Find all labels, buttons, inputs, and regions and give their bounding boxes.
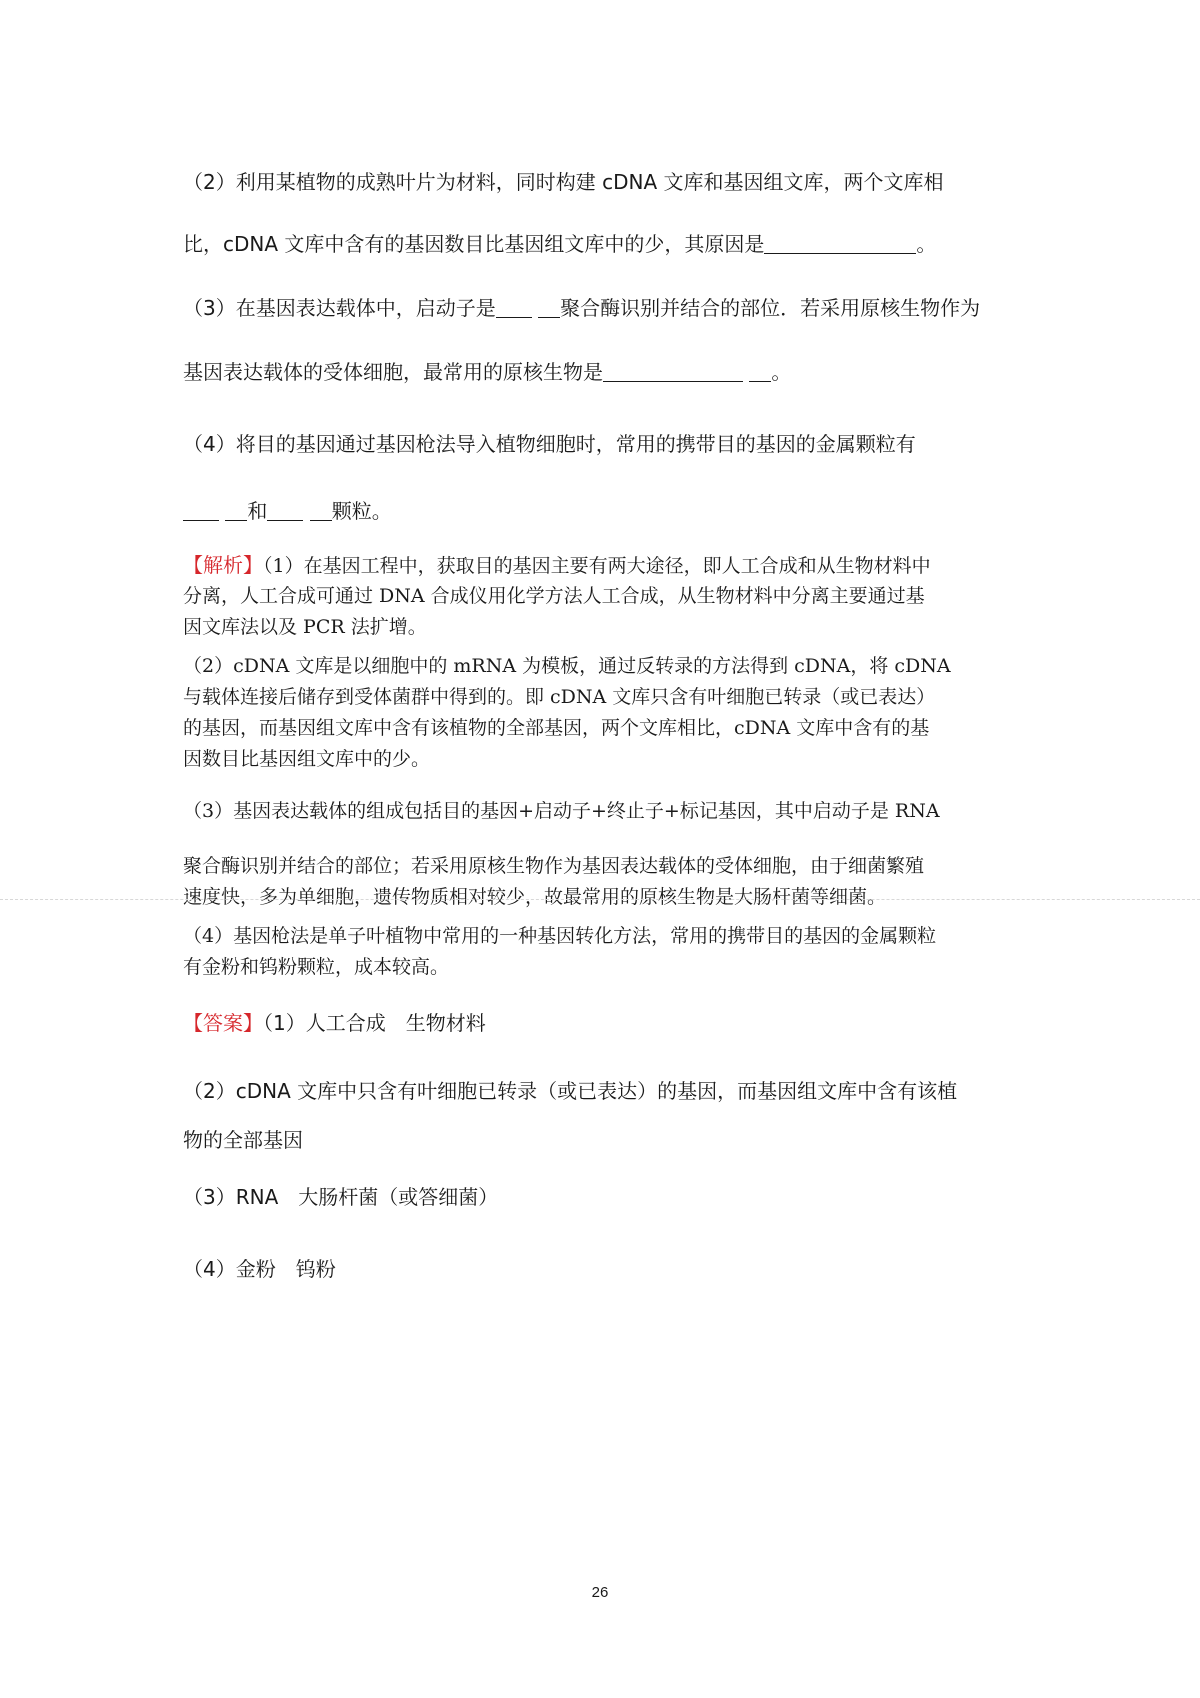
question-3-end: 。 <box>771 360 792 384</box>
question-3-text-c: 基因表达载体的受体细胞，最常用的原核生物是 <box>183 360 603 384</box>
answer-tag: 【答案】 <box>183 1011 263 1035</box>
answer-3: （3）RNA 大肠杆菌（或答细菌） <box>183 1185 499 1209</box>
question-4-line-1: （4）将目的基因通过基因枪法导入植物细胞时，常用的携带目的基因的金属颗粒有 <box>183 432 916 456</box>
answer-blank <box>538 297 560 318</box>
analysis-p3-line-2: 聚合酶识别并结合的部位；若采用原核生物作为基因表达载体的受体细胞，由于细菌繁殖 <box>183 855 925 877</box>
analysis-p1-line-2: 分离，人工合成可通过 DNA 合成仪用化学方法人工合成，从生物材料中分离主要通过基 <box>183 585 925 607</box>
question-4-end: 颗粒。 <box>331 499 392 523</box>
question-4-and: 和 <box>247 499 268 523</box>
answer-blank <box>603 361 743 382</box>
analysis-p1-line-3: 因文库法以及 PCR 法扩增。 <box>183 616 427 638</box>
analysis-p2-line-3: 的基因，而基因组文库中含有该植物的全部基因，两个文库相比，cDNA 文库中含有的基 <box>183 717 930 739</box>
question-2-line-2 <box>183 230 1033 258</box>
analysis-p4-line-1: （4）基因枪法是单子叶植物中常用的一种基因转化方法，常用的携带目的基因的金属颗粒 <box>183 925 937 947</box>
analysis-p1-text: （1）在基因工程中，获取目的基因主要有两大途径，即人工合成和从生物材料中 <box>263 555 931 577</box>
question-2-line-1: （2）利用某植物的成熟叶片为材料，同时构建 cDNA 文库和基因组文库，两个文库相 <box>183 170 944 194</box>
answer-4: （4）金粉 钨粉 <box>183 1257 336 1281</box>
question-3-line-2 <box>183 358 1033 386</box>
question-3-line-1 <box>183 294 1033 322</box>
page-number: 26 <box>591 1584 609 1601</box>
question-2-text: 比，cDNA 文库中含有的基因数目比基因组文库中的少，其原因是 <box>183 232 765 256</box>
analysis-p2-line-1: （2）cDNA 文库是以细胞中的 mRNA 为模板，通过反转录的方法得到 cDNA，将 cDNA <box>183 655 951 677</box>
question-2-end: 。 <box>916 232 937 256</box>
analysis-p3-line-3: 速度快，多为单细胞，遗传物质相对较少，故最常用的原核生物是大肠杆菌等细菌。 <box>183 886 887 908</box>
answer-blank <box>310 500 332 521</box>
answer-blank <box>225 500 247 521</box>
analysis-p2-line-2: 与载体连接后储存到受体菌群中得到的。即 cDNA 文库只含有叶细胞已转录（或已表达） <box>183 686 936 708</box>
page-divider <box>0 899 1200 900</box>
answer-line-1 <box>183 1009 1033 1037</box>
question-3-text-a: （3）在基因表达载体中，启动子是 <box>183 296 496 320</box>
question-4-line-2 <box>183 497 1033 525</box>
answer-blank <box>749 361 771 382</box>
answer-blank <box>267 500 303 521</box>
answer-blank <box>764 233 916 254</box>
answer-2-line-1: （2）cDNA 文库中只含有叶细胞已转录（或已表达）的基因，而基因组文库中含有该植 <box>183 1079 958 1103</box>
answer-2-line-2: 物的全部基因 <box>183 1128 303 1152</box>
analysis-p4-line-2: 有金粉和钨粉颗粒，成本较高。 <box>183 956 450 978</box>
answer-blank <box>496 297 532 318</box>
analysis-p2-line-4: 因数目比基因组文库中的少。 <box>183 748 431 770</box>
answer-blank <box>183 500 219 521</box>
question-3-text-b: 聚合酶识别并结合的部位．若采用原核生物作为 <box>560 296 981 320</box>
analysis-p1-line-1 <box>183 551 1033 580</box>
analysis-tag: 【解析】 <box>183 553 263 577</box>
analysis-p3-line-1: （3）基因表达载体的组成包括目的基因+启动子+终止子+标记基因，其中启动子是 RNA <box>183 800 940 822</box>
answer-1: （1）人工合成 生物材料 <box>263 1011 486 1035</box>
